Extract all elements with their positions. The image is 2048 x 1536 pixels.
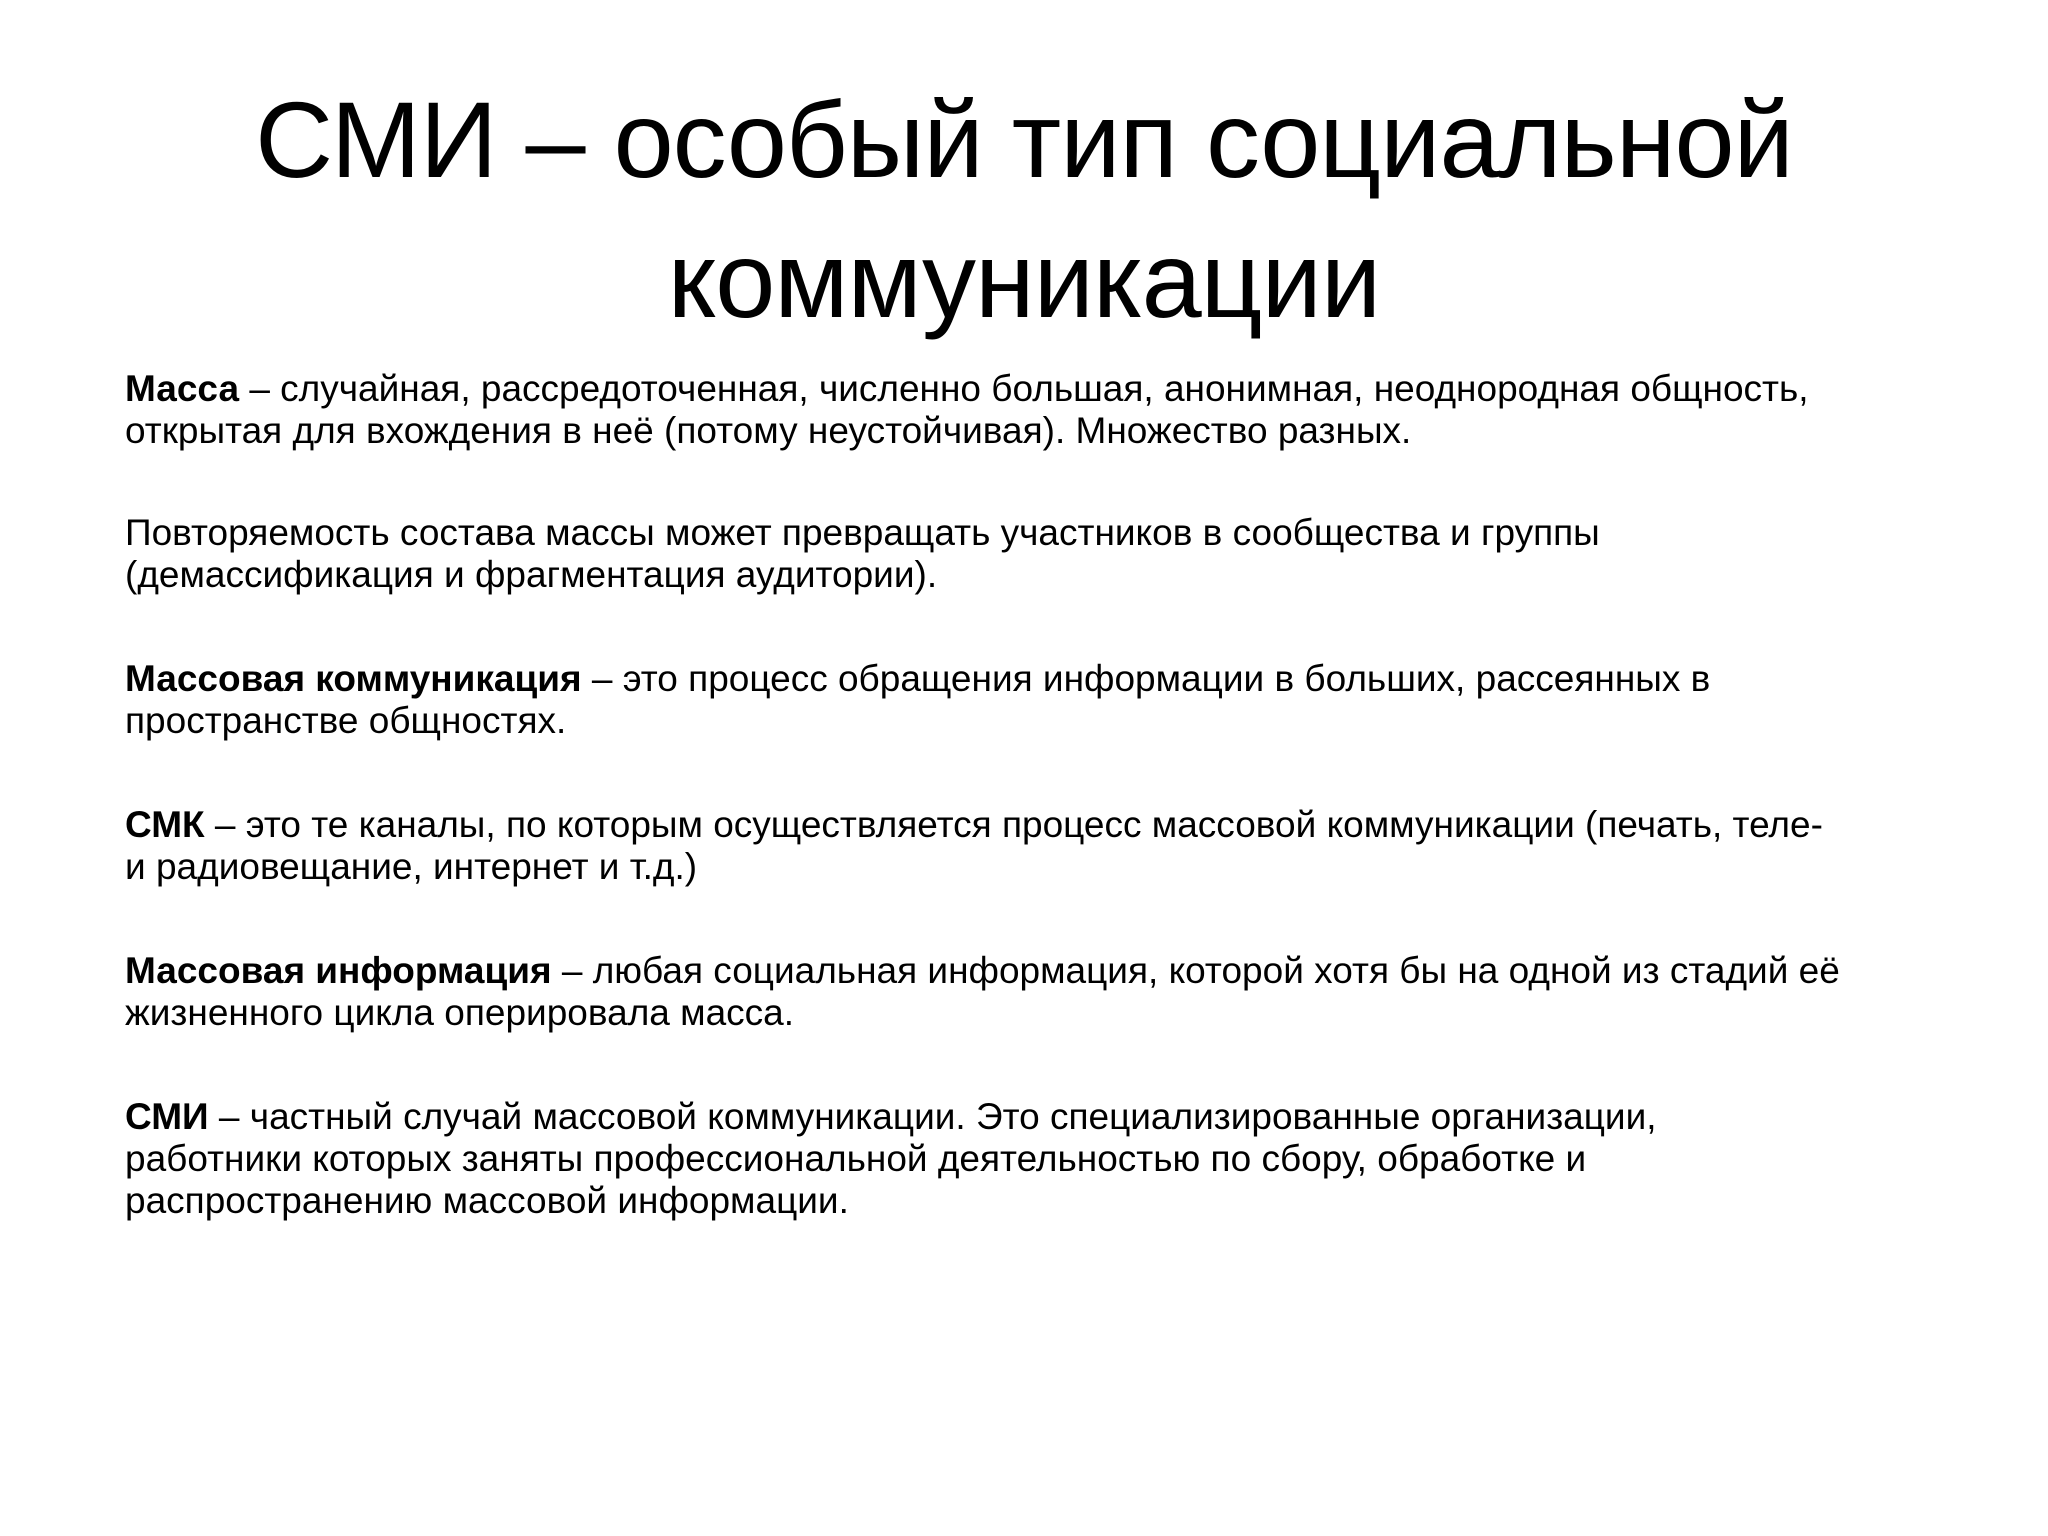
paragraph-line (125, 804, 1955, 846)
slide-title (160, 70, 1888, 350)
paragraph-line: Повторяемость состава массы может превращать участников в сообщества и группы (125, 512, 1600, 553)
slide-title-line-2: коммуникации (667, 219, 1381, 340)
paragraph-mass-information (125, 950, 1955, 1034)
definition-text: – любая социальная информация, которой хотя бы на одной из стадий её (551, 950, 1840, 991)
slide-title-line-1: СМИ – особый тип социальной (255, 79, 1793, 200)
paragraph-repeatability (125, 512, 1955, 596)
paragraph-mass (125, 368, 1955, 452)
paragraph-line (125, 950, 1955, 992)
term-mass: Масса (125, 368, 240, 409)
paragraph-line (125, 368, 1955, 410)
paragraph-line: пространстве общностях. (125, 700, 567, 741)
term-mass-information: Массовая информация (125, 950, 552, 991)
paragraph-line (125, 658, 1955, 700)
paragraph-smk (125, 804, 1955, 888)
definition-text: – это те каналы, по которым осуществляется процесс массовой коммуникации (печать, теле- (204, 804, 1823, 845)
definition-text: – случайная, рассредоточенная, численно большая, анонимная, неоднородная общность, (239, 368, 1809, 409)
definition-text: – частный случай массовой коммуникации. Это специализированные организации, (208, 1096, 1657, 1137)
paragraph-line: жизненного цикла оперировала масса. (125, 992, 795, 1033)
term-smk: СМК (125, 804, 205, 845)
paragraph-mass-communication (125, 658, 1955, 742)
paragraph-smi (125, 1096, 1955, 1222)
paragraph-line: распространению массовой информации. (125, 1180, 849, 1221)
definition-text: – это процесс обращения информации в больших, рассеянных в (581, 658, 1711, 699)
term-mass-communication: Массовая коммуникация (125, 658, 582, 699)
paragraph-line: открытая для вхождения в неё (потому неустойчивая). Множество разных. (125, 410, 1412, 451)
paragraph-line: работники которых заняты профессиональной деятельностью по сбору, обработке и (125, 1138, 1587, 1179)
slide-body (125, 368, 1955, 1222)
paragraph-line (125, 1096, 1955, 1138)
paragraph-line: (демассификация и фрагментация аудитории). (125, 554, 938, 595)
paragraph-line: и радиовещание, интернет и т.д.) (125, 846, 698, 887)
term-smi: СМИ (125, 1096, 209, 1137)
